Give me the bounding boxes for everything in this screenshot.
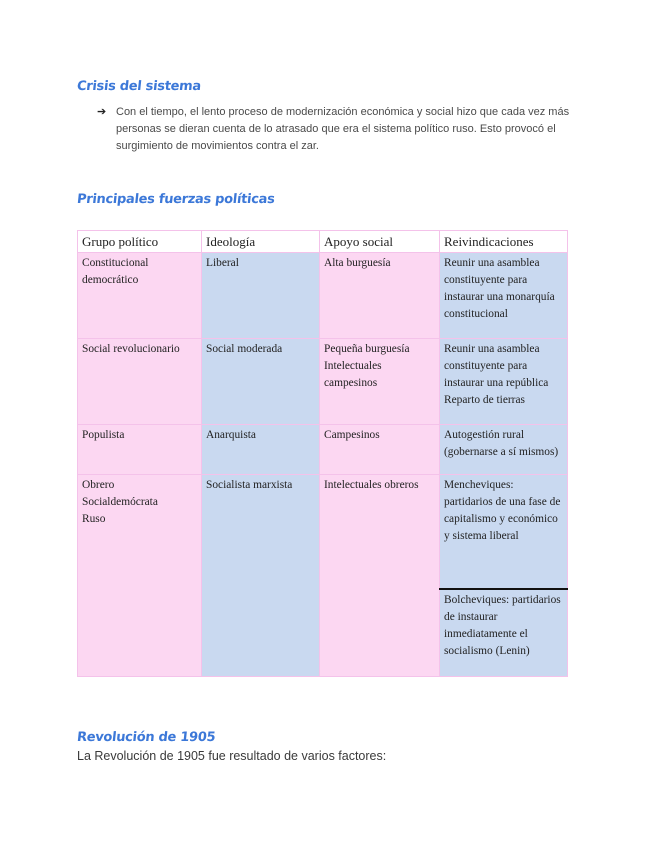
political-forces-table bbox=[77, 230, 568, 677]
table-header-row bbox=[78, 231, 568, 253]
cell-ideologia: Social moderada bbox=[202, 339, 320, 425]
arrow-right-icon: ➔ bbox=[97, 106, 107, 118]
cell-reivindicaciones: Reunir una asamblea constituyente para instaurar una monarquía constitucional bbox=[440, 253, 568, 339]
cell-apoyo: Campesinos bbox=[320, 425, 440, 475]
cell-reivindicaciones: Autogestión rural (gobernarse a sí mismos) bbox=[440, 425, 568, 475]
table-row bbox=[78, 339, 568, 425]
header-apoyo: Apoyo social bbox=[320, 231, 440, 253]
cell-reivindicaciones-mencheviques: Mencheviques: partidarios de una fase de capitalismo y económico y sistema liberal bbox=[440, 475, 568, 589]
crisis-bullet bbox=[97, 104, 577, 155]
cell-ideologia: Anarquista bbox=[202, 425, 320, 475]
section-title-revolucion: Revolución de 1905 bbox=[76, 730, 217, 745]
table-row bbox=[78, 253, 568, 339]
cell-reivindicaciones-bolcheviques: Bolcheviques: partidarios de instaurar inmediatamente el socialismo (Lenin) bbox=[440, 589, 568, 677]
section-title-fuerzas: Principales fuerzas políticas bbox=[76, 192, 276, 207]
header-grupo: Grupo político bbox=[78, 231, 202, 253]
cell-grupo: Constitucional democrático bbox=[78, 253, 202, 339]
cell-grupo: Obrero Socialdemócrata Ruso bbox=[78, 475, 202, 677]
cell-apoyo: Intelectuales obreros bbox=[320, 475, 440, 677]
cell-grupo: Populista bbox=[78, 425, 202, 475]
cell-grupo: Social revolucionario bbox=[78, 339, 202, 425]
table-row bbox=[78, 425, 568, 475]
table-row bbox=[78, 475, 568, 589]
cell-apoyo: Alta burguesía bbox=[320, 253, 440, 339]
cell-reivindicaciones: Reunir una asamblea constituyente para instaurar una república Reparto de tierras bbox=[440, 339, 568, 425]
section-title-crisis: Crisis del sistema bbox=[76, 79, 202, 94]
cell-ideologia: Liberal bbox=[202, 253, 320, 339]
revolucion-text: La Revolución de 1905 fue resultado de varios factores: bbox=[77, 749, 387, 763]
cell-apoyo: Pequeña burguesía Intelectuales campesinos bbox=[320, 339, 440, 425]
header-reivindicaciones: Reivindicaciones bbox=[440, 231, 568, 253]
header-ideologia: Ideología bbox=[202, 231, 320, 253]
crisis-bullet-text: Con el tiempo, el lento proceso de modernización económica y social hizo que cada vez más personas se dieran cuenta de lo atrasado que era el sistema político ruso. Esto provocó el surgimiento de movimientos contra el zar. bbox=[116, 106, 570, 152]
cell-ideologia: Socialista marxista bbox=[202, 475, 320, 677]
